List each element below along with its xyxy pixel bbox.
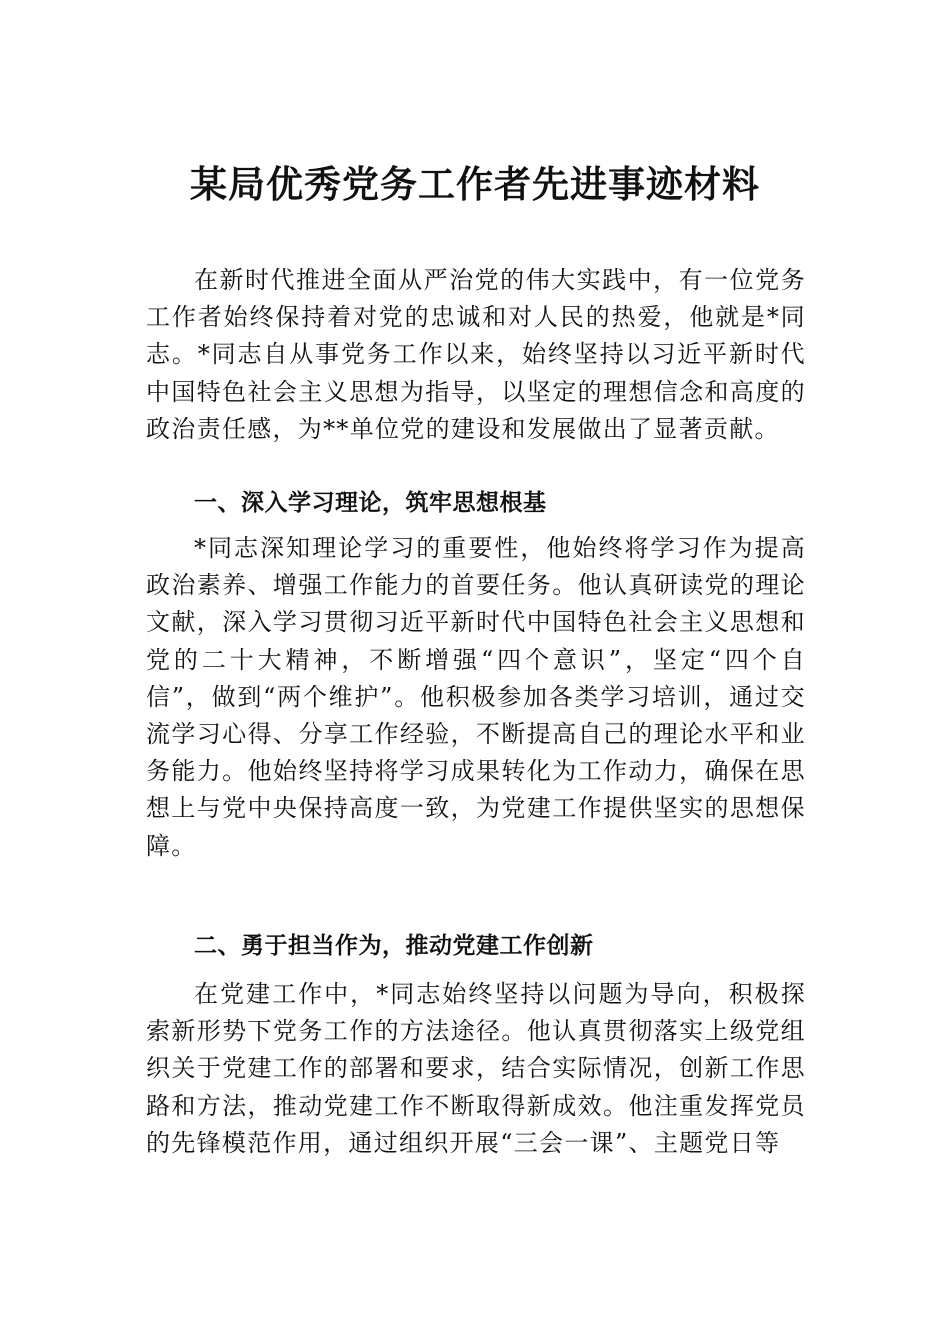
section-paragraph-2: 在党建工作中，*同志始终坚持以问题为导向，积极探索新形势下党务工作的方法途径。他认真贯彻落实上级党组织关于党建工作的部署和要求，结合实际情况，创新工作思路和方法，推动党建工作不断取得新成效。他注重发挥党员的先锋模范作用，通过组织开展“三会一课”、主题党日等 [146,980,806,1157]
section-heading-1: 一、深入学习理论，筑牢思想根基 [194,490,547,516]
section-paragraph-1: *同志深知理论学习的重要性，他始终将学习作为提高政治素养、增强工作能力的首要任务。他认真研读党的理论文献，深入学习贯彻习近平新时代中国特色社会主义思想和党的二十大精神，不断增强“四个意识”，坚定“四个自信”，做到“两个维护”。他积极参加各类学习培训，通过交流学习心得、分享工作经验，不断提高自己的理论水平和业务能力。他始终坚持将学习成果转化为工作动力，确保在思想上与党中央保持高度一致，为党建工作提供坚实的思想保障。 [146,534,806,860]
intro-paragraph: 在新时代推进全面从严治党的伟大实践中，有一位党务工作者始终保持着对党的忠诚和对人民的热爱，他就是*同志。*同志自从事党务工作以来，始终坚持以习近平新时代中国特色社会主义思想为指导，以坚定的理想信念和高度的政治责任感，为**单位党的建设和发展做出了显著贡献。 [146,266,806,443]
page-title: 某局优秀党务工作者先进事迹材料 [190,162,760,206]
section-heading-2: 二、勇于担当作为，推动党建工作创新 [194,933,594,959]
